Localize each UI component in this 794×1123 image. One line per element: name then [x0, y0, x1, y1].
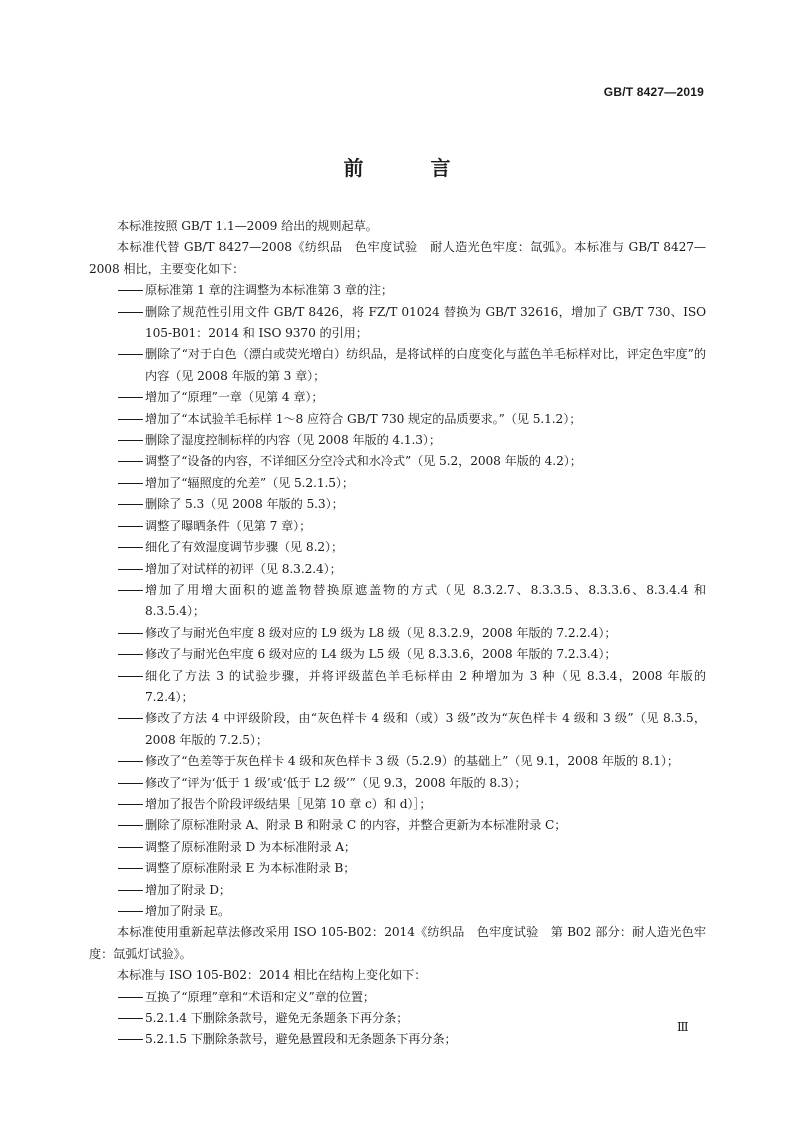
list-item-text: 增加了“本试验羊毛标样 1～8 应符合 GB/T 730 规定的品质要求。”（见 5.1.2）； [145, 411, 582, 426]
list-item [89, 837, 706, 858]
list-item [89, 559, 706, 580]
changes-list [89, 280, 706, 922]
list-item-text: 修改了与耐光色牢度 8 级对应的 L9 级为 L8 级（见 8.3.2.9，2008 年版的 7.2.2.4）； [145, 625, 617, 640]
list-item [89, 708, 706, 751]
page-title: 前 言 [343, 156, 481, 180]
list-item [89, 451, 706, 472]
list-item-text: 增加了“原理”一章（见第 4 章）； [145, 390, 324, 405]
list-item [89, 473, 706, 494]
list-item-text: 细化了方法 3 的试验步骤，并将评级蓝色羊毛标样由 2 种增加为 3 种（见 8.3.4，2008 年版的 7.2.4）； [145, 668, 706, 704]
list-item [89, 537, 706, 558]
list-item-text: 5.2.1.4 下删除条款号，避免无条题条下再分条； [145, 1011, 409, 1026]
paragraph-structure-intro: 本标准与 ISO 105-B02：2014 相比在结构上变化如下： [117, 968, 427, 983]
list-item-text: 删除了原标准附录 A、附录 B 和附录 C 的内容，并整合更新为本标准附录 C； [145, 818, 567, 833]
list-item [89, 987, 706, 1008]
list-item-text: 增加了对试样的初评（见 8.3.2.4）； [145, 561, 342, 576]
list-item [89, 580, 706, 623]
list-item-text: 删除了“对于白色（漂白或荧光增白）纺织品，是将试样的白度变化与蓝色羊毛标样对比，评定色牢度”的内容（见 2008 年版的第 3 章）； [145, 347, 706, 383]
paragraph-drafting-rules: 本标准按照 GB/T 1.1—2009 给出的规则起草。 [117, 219, 378, 233]
list-item [89, 623, 706, 644]
list-item-text: 增加了用增大面积的遮盖物替换原遮盖物的方式（见 8.3.2.7、8.3.3.5、8.3.3.6、8.3.4.4 和 8.3.5.4）； [145, 582, 706, 619]
list-item [89, 880, 706, 901]
list-item [89, 666, 706, 709]
main-content [89, 216, 706, 1051]
list-item [89, 280, 706, 301]
list-item-text: 增加了“辐照度的允差”（见 5.2.1.5）； [145, 475, 355, 490]
list-item-text: 删除了 5.3（见 2008 年版的 5.3）； [145, 497, 344, 512]
list-item [89, 409, 706, 430]
list-item [89, 1029, 706, 1050]
list-item-text: 修改了方法 4 中评级阶段，由“灰色样卡 4 级和（或）3 级”改为“灰色样卡 4 级和 3 级”（见 8.3.5，2008 年版的 7.2.5）； [145, 711, 706, 747]
list-item [89, 901, 706, 922]
paragraph-adoption: 本标准使用重新起草法修改采用 ISO 105-B02：2014《纺织品 色牢度试验 第 B02 部分：耐人造光色牢度：氙弧灯试验》。 [89, 925, 706, 961]
list-item [89, 430, 706, 451]
list-item-text: 增加了附录 D； [145, 882, 231, 897]
list-item [89, 344, 706, 387]
list-item-text: 细化了有效湿度调节步骤（见 8.2）； [145, 540, 344, 555]
list-item [89, 387, 706, 408]
list-item [89, 302, 706, 345]
list-item [89, 516, 706, 537]
paragraph-replaces: 本标准代替 GB/T 8427—2008《纺织品 色牢度试验 耐人造光色牢度：氙弧》。本标准与 GB/T 8427—2008 相比，主要变化如下： [89, 240, 706, 276]
list-item-text: 调整了曝晒条件（见第 7 章）； [145, 518, 312, 533]
list-item-text: 增加了附录 E。 [145, 904, 231, 918]
page-number: Ⅲ [677, 1020, 688, 1034]
list-item [89, 751, 706, 772]
list-item-text: 互换了“原理”章和“术语和定义”章的位置； [145, 989, 376, 1004]
list-item-text: 调整了“设备的内容，不详细区分空冷式和水冷式”（见 5.2，2008 年版的 4.2）； [145, 454, 582, 469]
list-item-text: 删除了规范性引用文件 GB/T 8426，将 FZ/T 01024 替换为 GB/T 32616，增加了 GB/T 730、ISO 105-B01：2014 和 ISO 9370 的引用； [145, 304, 706, 341]
list-item-text: 调整了原标准附录 E 为本标准附录 B； [145, 861, 356, 876]
list-item-text: 修改了“评为‘低于 1 级’或‘低于 L2 级’”（见 9.3，2008 年版的 8.3）； [145, 775, 527, 790]
list-item [89, 1008, 706, 1029]
list-item [89, 773, 706, 794]
list-item-text: 修改了与耐光色牢度 6 级对应的 L4 级为 L5 级（见 8.3.3.6，2008 年版的 7.2.3.4）； [145, 647, 617, 662]
list-item [89, 494, 706, 515]
list-item [89, 794, 706, 815]
list-item-text: 原标准第 1 章的注调整为本标准第 3 章的注； [145, 283, 393, 298]
list-item-text: 增加了报告个阶段评级结果［见第 10 章 c）和 d）］； [145, 796, 432, 811]
list-item-text: 5.2.1.5 下删除条款号，避免悬置段和无条题条下再分条； [145, 1032, 457, 1047]
list-item [89, 815, 706, 836]
list-item-text: 调整了原标准附录 D 为本标准附录 A； [145, 839, 357, 854]
standard-number-header: GB/T 8427—2019 [603, 85, 704, 99]
list-item-text: 修改了“色差等于灰色样卡 4 级和灰色样卡 3 级（5.2.9）的基础上”（见 9.1，2008 年版的 8.1）； [145, 754, 679, 769]
list-item-text: 删除了湿度控制标样的内容（见 2008 年版的 4.1.3）； [145, 433, 442, 448]
list-item [89, 858, 706, 879]
list-item [89, 644, 706, 665]
structure-changes-list [89, 987, 706, 1051]
